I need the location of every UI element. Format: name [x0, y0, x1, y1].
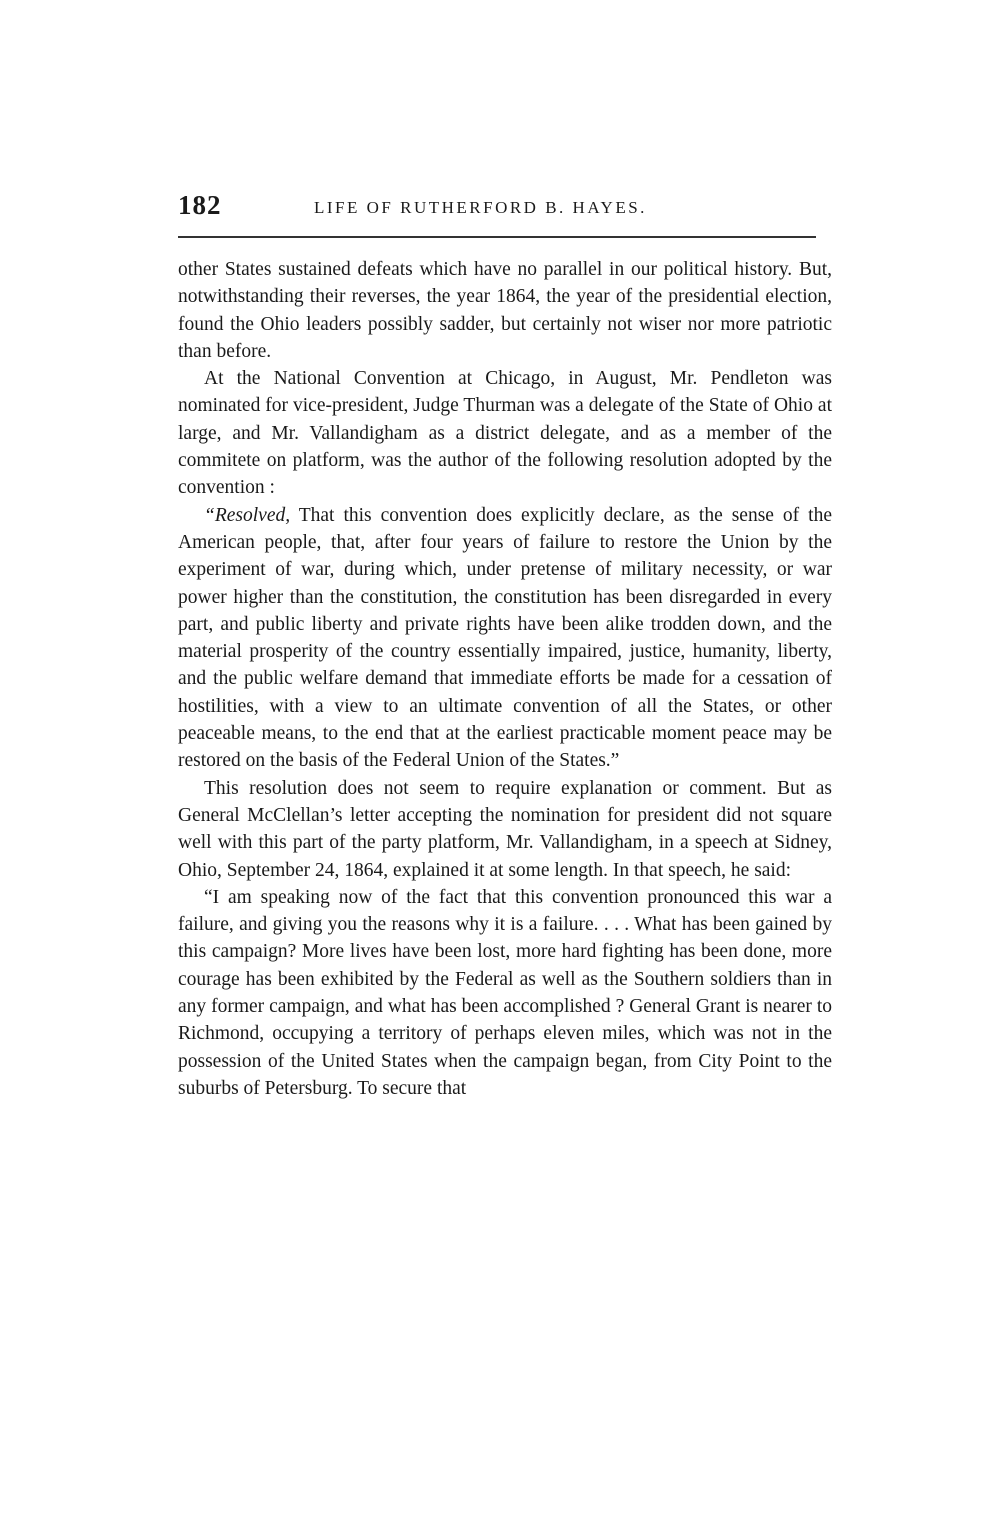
paragraph-1: other States sustained defeats which have no parallel in our political history. But, notwithstanding their reverses, the year 1864, the year of the presidential election, found the Ohio leaders possibly sadder, but certainly not wiser nor more patriotic than before.: [178, 259, 832, 362]
paragraph-4: This resolution does not seem to require explanation or comment. But as General McClellan’s letter accepting the nomination for president did not square well with this part of the party platform, Mr. Vallandigham, in a speech at Sidney, Ohio, September 24, 1864, explained it at some length. In that speech, he said:: [178, 777, 832, 881]
running-head: LIFE OF RUTHERFORD B. HAYES.: [314, 198, 647, 217]
page-header: [178, 190, 828, 230]
body-text: [178, 256, 832, 1102]
resolved-lead: “Resolved,: [204, 504, 291, 526]
page-number: 182: [178, 190, 222, 220]
resolution-text: That this convention does explicitly declare, as the sense of the American people, that, after four years of failure to restore the Union by the experiment of war, during which, under pretense of military necessity, or war power higher than the constitution, the constitution has been disregarded in every part, and public liberty and private rights have been alike trodden down, and the material prosperity of the country essentially impaired, justice, humanity, liberty, and the public welfare demand that immediate efforts be made for a cessation of hostilities, with a view to an ultimate convention of all the States, or other peaceable means, to the end that at the earliest practicable moment peace may be restored on the basis of the Federal Union of the States.”: [178, 504, 832, 772]
paragraph-5: “I am speaking now of the fact that this convention pronounced this war a failure, and giving you the reasons why it is a failure. . . . What has been gained by this campaign? More lives have been lost, more hard fighting has been done, more courage has been exhibited by the Federal as well as the Southern soldiers than in any former campaign, and what has been accomplished ? General Grant is nearer to Richmond, occupying a territory of perhaps eleven miles, which was not in the possession of the United States when the campaign began, from City Point to the suburbs of Petersburg. To secure that: [178, 886, 832, 1099]
resolution-paragraph: [178, 502, 832, 775]
header-rule: [178, 236, 816, 238]
paragraph-2: At the National Convention at Chicago, in August, Mr. Pendleton was nominated for vice-president, Judge Thurman was a delegate of the State of Ohio at large, and Mr. Vallandigham as a district delegate, and as a member of the commitete on platform, was the author of the following resolution adopted by the convention :: [178, 368, 832, 499]
